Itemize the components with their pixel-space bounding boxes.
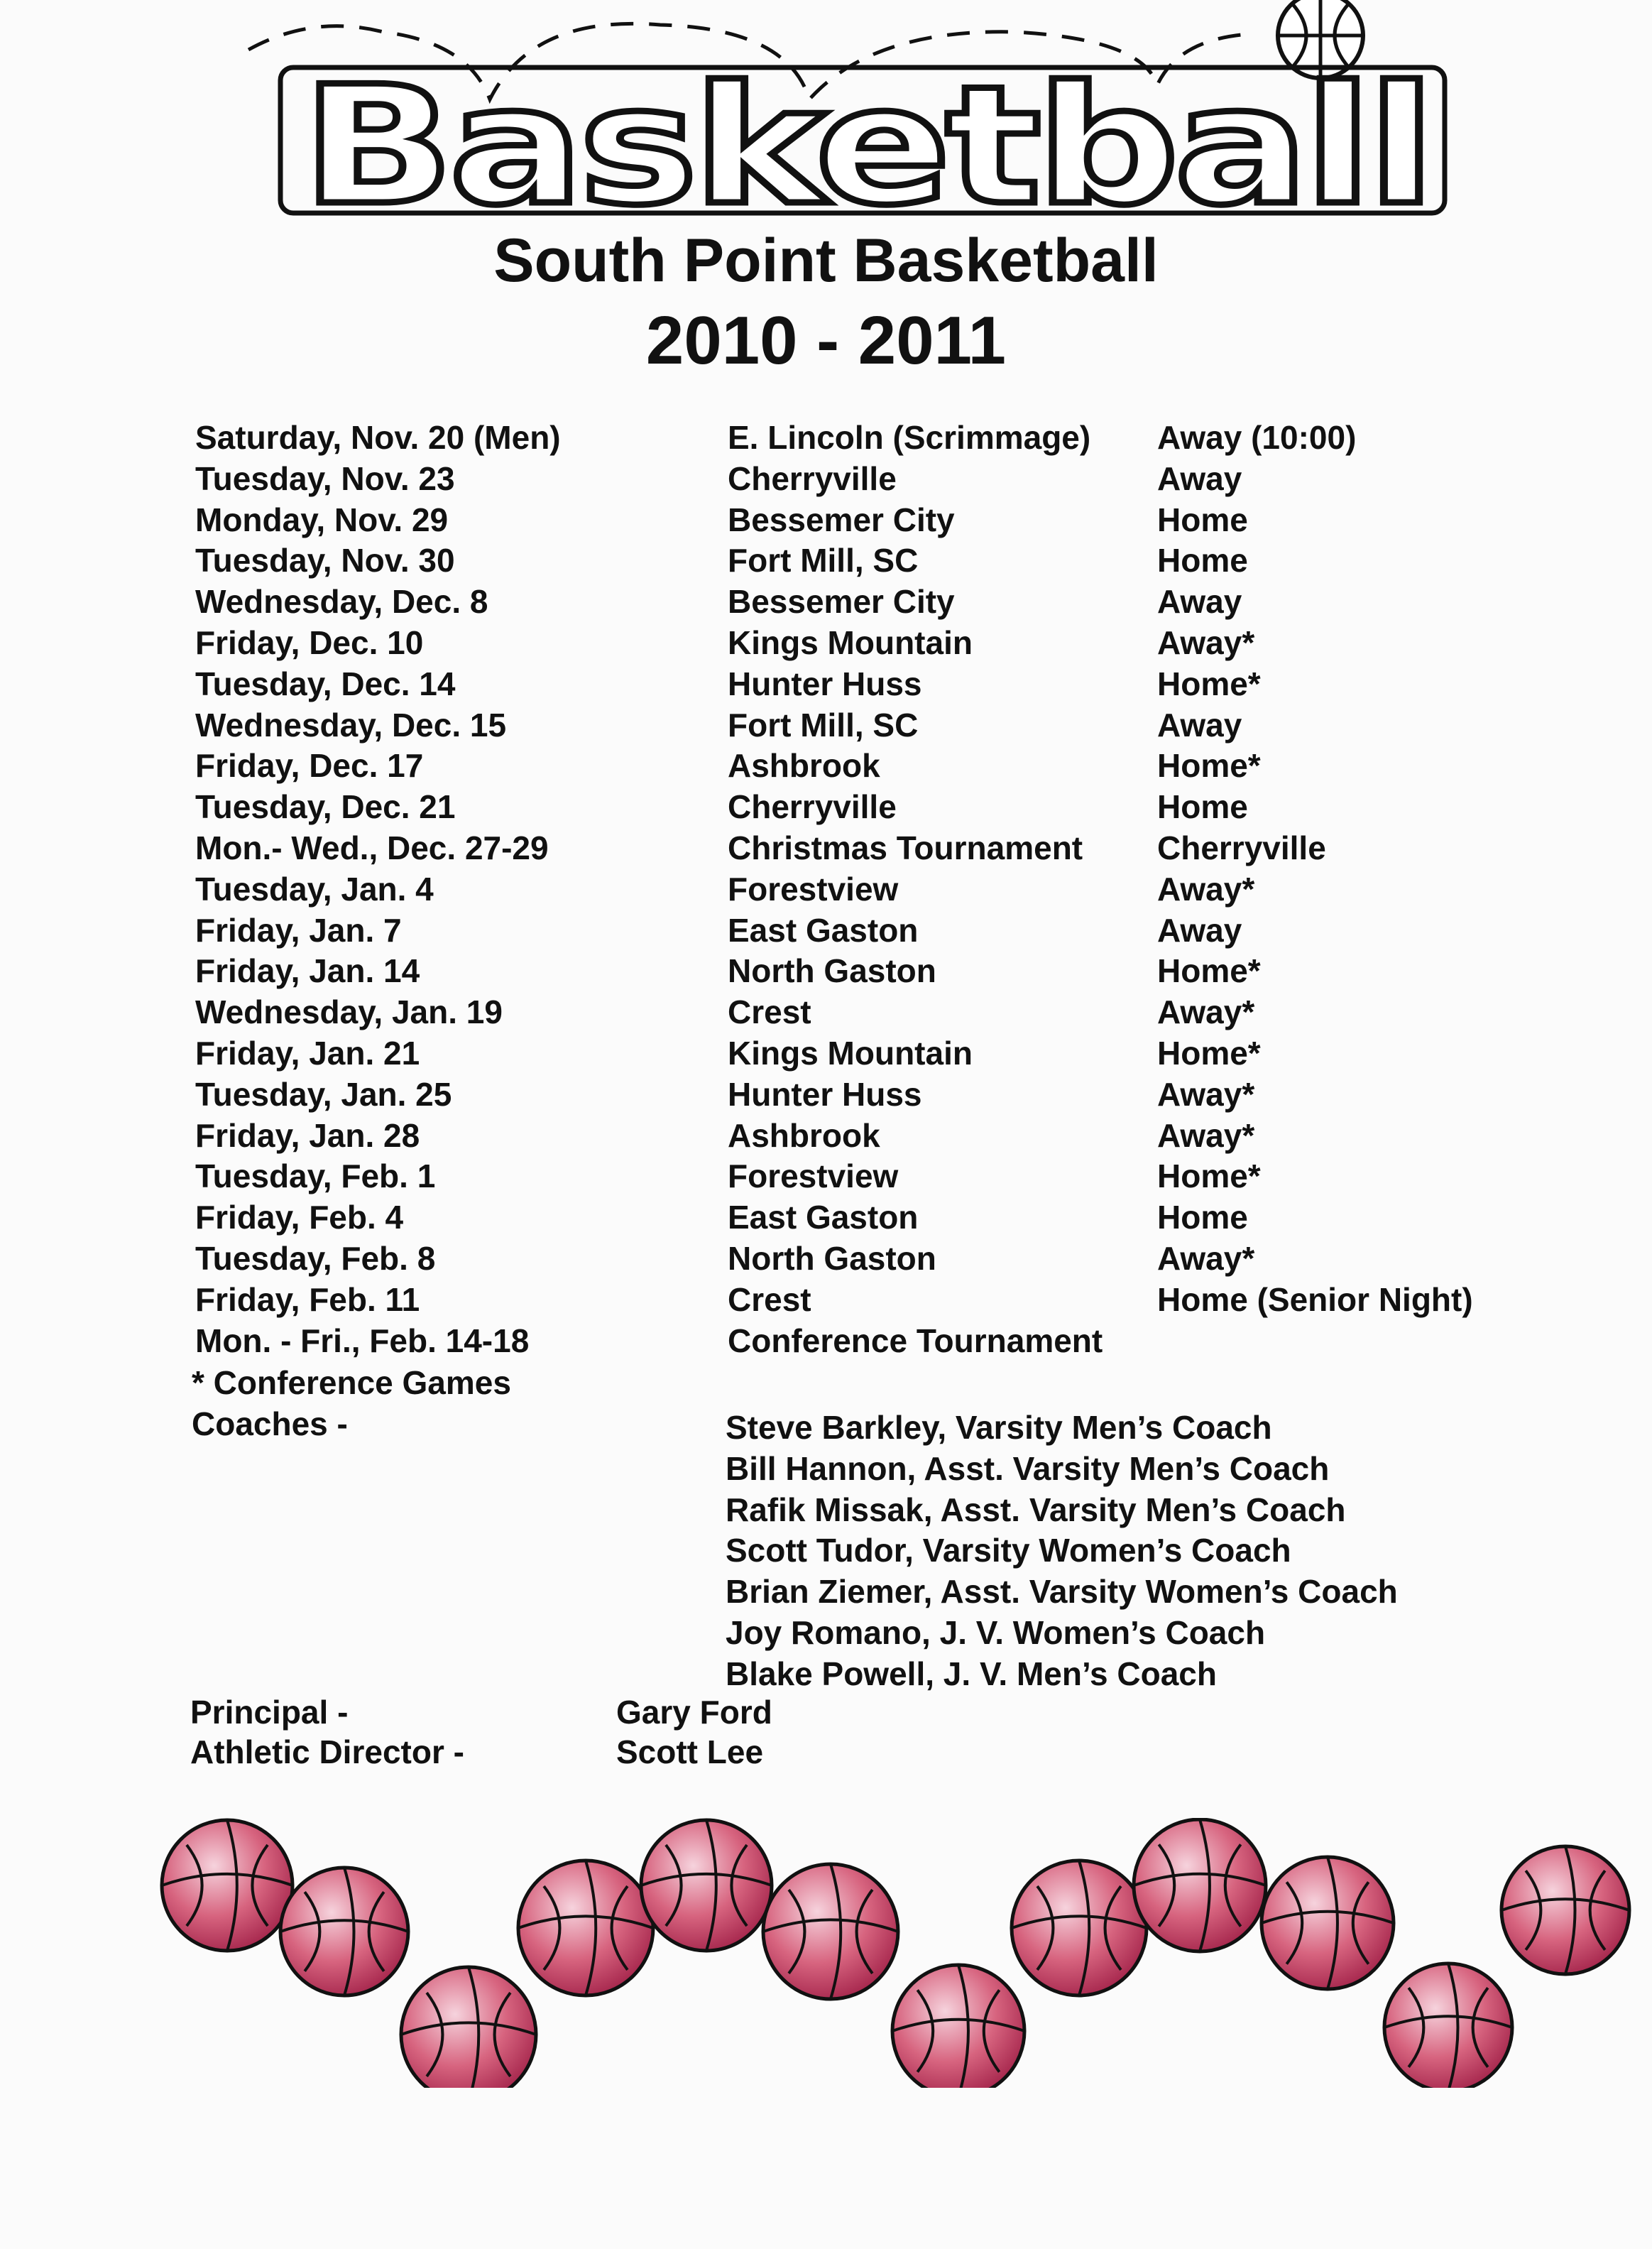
basketball-border bbox=[0, 1818, 1652, 2088]
season-title: 2010 - 2011 bbox=[645, 303, 1007, 379]
game-date: Mon.- Wed., Dec. 27-29 bbox=[195, 829, 549, 866]
page-title: South Point Basketball bbox=[493, 227, 1159, 295]
game-date: Friday, Feb. 4 bbox=[195, 1199, 404, 1236]
game-date: Mon. - Fri., Feb. 14-18 bbox=[195, 1322, 530, 1359]
game-date: Friday, Dec. 10 bbox=[195, 623, 424, 661]
game-opponent: Crest bbox=[728, 993, 811, 1031]
schedule-row bbox=[195, 664, 1544, 705]
game-opponent: Conference Tournament bbox=[728, 1322, 1103, 1359]
game-date: Tuesday, Nov. 30 bbox=[195, 542, 455, 579]
game-date: Friday, Feb. 11 bbox=[195, 1280, 420, 1318]
game-opponent: Kings Mountain bbox=[728, 623, 973, 661]
schedule-row bbox=[195, 746, 1544, 787]
game-opponent: Cherryville bbox=[728, 788, 897, 826]
game-location: Away* bbox=[1157, 1075, 1255, 1113]
basketball-icon bbox=[892, 1965, 1024, 2088]
conference-footnote: * Conference Games bbox=[192, 1364, 511, 1401]
schedule-row bbox=[195, 459, 1544, 500]
game-location: Away bbox=[1157, 459, 1242, 497]
athletic-director-name: Scott Lee bbox=[616, 1733, 764, 1770]
game-location: Home* bbox=[1157, 1034, 1261, 1072]
game-date: Wednesday, Dec. 15 bbox=[195, 706, 507, 744]
game-opponent: North Gaston bbox=[728, 1239, 936, 1277]
game-opponent: Forestview bbox=[728, 1158, 899, 1195]
game-opponent: Bessemer City bbox=[728, 583, 955, 621]
schedule-row bbox=[195, 540, 1544, 582]
game-location: Cherryville bbox=[1157, 829, 1326, 866]
basketball-icon bbox=[1262, 1857, 1394, 1989]
schedule-row bbox=[195, 418, 1544, 459]
schedule-row bbox=[195, 1074, 1544, 1116]
game-date: Tuesday, Nov. 23 bbox=[195, 459, 455, 497]
game-opponent: Kings Mountain bbox=[728, 1034, 973, 1072]
schedule-row bbox=[195, 951, 1544, 992]
schedule-row bbox=[195, 1280, 1544, 1321]
logo-text: Basketball bbox=[302, 52, 1431, 234]
schedule-row bbox=[195, 500, 1544, 541]
schedule-row bbox=[195, 787, 1544, 828]
basketball-icon bbox=[763, 1864, 898, 1999]
schedule-row bbox=[195, 1238, 1544, 1280]
schedule-row bbox=[195, 992, 1544, 1033]
game-opponent: Christmas Tournament bbox=[728, 829, 1083, 866]
game-date: Friday, Jan. 21 bbox=[195, 1034, 420, 1072]
game-opponent: Hunter Huss bbox=[728, 1075, 922, 1113]
game-opponent: East Gaston bbox=[728, 1199, 919, 1236]
game-opponent: Ashbrook bbox=[728, 1116, 880, 1154]
game-date: Tuesday, Jan. 25 bbox=[195, 1075, 452, 1113]
coaches-list bbox=[726, 1407, 1398, 1695]
basketball-logo bbox=[234, 0, 1498, 234]
game-location: Away* bbox=[1157, 870, 1255, 908]
basketball-icon bbox=[280, 1868, 408, 1995]
game-opponent: East Gaston bbox=[728, 911, 919, 949]
coach-entry: Rafik Missak, Asst. Varsity Men’s Coach bbox=[726, 1491, 1346, 1528]
schedule-row bbox=[195, 869, 1544, 910]
coach-entry: Bill Hannon, Asst. Varsity Men’s Coach bbox=[726, 1449, 1330, 1487]
game-date: Saturday, Nov. 20 (Men) bbox=[195, 419, 561, 456]
athletic-director-label: Athletic Director - bbox=[190, 1733, 464, 1770]
game-location: Away* bbox=[1157, 1239, 1255, 1277]
basketball-icon bbox=[401, 1967, 536, 2088]
game-date: Friday, Jan. 7 bbox=[195, 911, 402, 949]
game-opponent: Cherryville bbox=[728, 459, 897, 497]
schedule-row bbox=[195, 1156, 1544, 1197]
game-date: Wednesday, Dec. 8 bbox=[195, 583, 488, 621]
game-location: Home* bbox=[1157, 952, 1261, 990]
schedule-row bbox=[195, 910, 1544, 952]
game-location: Home bbox=[1157, 1199, 1248, 1236]
game-location: Away bbox=[1157, 706, 1242, 744]
game-location: Home bbox=[1157, 788, 1248, 826]
game-date: Friday, Jan. 14 bbox=[195, 952, 420, 990]
basketball-icon bbox=[1384, 1964, 1512, 2088]
basketball-icon bbox=[162, 1820, 292, 1951]
schedule-row bbox=[195, 828, 1544, 869]
game-date: Monday, Nov. 29 bbox=[195, 501, 449, 538]
coach-entry: Steve Barkley, Varsity Men’s Coach bbox=[726, 1409, 1272, 1446]
game-location: Home* bbox=[1157, 1158, 1261, 1195]
basketball-icon bbox=[641, 1820, 772, 1951]
game-location: Away* bbox=[1157, 1116, 1255, 1154]
coach-entry: Joy Romano, J. V. Women’s Coach bbox=[726, 1613, 1266, 1651]
game-opponent: Ashbrook bbox=[728, 747, 880, 785]
basketball-icon bbox=[1012, 1861, 1147, 1995]
game-opponent: Hunter Huss bbox=[728, 665, 922, 702]
schedule-row bbox=[195, 1321, 1544, 1362]
game-opponent: North Gaston bbox=[728, 952, 936, 990]
game-location: Home* bbox=[1157, 665, 1261, 702]
game-opponent: Fort Mill, SC bbox=[728, 542, 919, 579]
game-location: Away bbox=[1157, 911, 1242, 949]
basketball-icon bbox=[518, 1861, 653, 1995]
game-date: Tuesday, Feb. 1 bbox=[195, 1158, 436, 1195]
coach-entry: Scott Tudor, Varsity Women’s Coach bbox=[726, 1532, 1291, 1569]
basketball-icon bbox=[1134, 1819, 1266, 1951]
schedule-row bbox=[195, 1033, 1544, 1074]
game-location: Home* bbox=[1157, 747, 1261, 785]
schedule-table bbox=[195, 418, 1544, 1361]
coach-entry: Blake Powell, J. V. Men’s Coach bbox=[726, 1655, 1217, 1692]
game-opponent: Crest bbox=[728, 1280, 811, 1318]
game-opponent: Bessemer City bbox=[728, 501, 955, 538]
game-date: Tuesday, Dec. 21 bbox=[195, 788, 456, 826]
game-date: Tuesday, Dec. 14 bbox=[195, 665, 456, 702]
principal-name: Gary Ford bbox=[616, 1694, 772, 1731]
game-opponent: Fort Mill, SC bbox=[728, 706, 919, 744]
game-location: Away bbox=[1157, 583, 1242, 621]
schedule-row bbox=[195, 1116, 1544, 1157]
game-date: Wednesday, Jan. 19 bbox=[195, 993, 503, 1031]
game-date: Friday, Jan. 28 bbox=[195, 1116, 420, 1154]
game-location: Away* bbox=[1157, 623, 1255, 661]
game-opponent: Forestview bbox=[728, 870, 899, 908]
schedule-row bbox=[195, 1197, 1544, 1238]
game-location: Away* bbox=[1157, 993, 1255, 1031]
schedule-row bbox=[195, 623, 1544, 664]
game-location: Home (Senior Night) bbox=[1157, 1280, 1473, 1318]
game-date: Friday, Dec. 17 bbox=[195, 747, 424, 785]
game-date: Tuesday, Feb. 8 bbox=[195, 1239, 436, 1277]
game-opponent: E. Lincoln (Scrimmage) bbox=[728, 419, 1091, 456]
principal-label: Principal - bbox=[190, 1694, 349, 1731]
basketball-icon bbox=[1501, 1846, 1629, 1974]
game-location: Away (10:00) bbox=[1157, 419, 1357, 456]
game-location: Home bbox=[1157, 542, 1248, 579]
game-location: Home bbox=[1157, 501, 1248, 538]
game-date: Tuesday, Jan. 4 bbox=[195, 870, 434, 908]
schedule-row bbox=[195, 705, 1544, 746]
coaches-label: Coaches - bbox=[192, 1405, 348, 1442]
schedule-row bbox=[195, 582, 1544, 623]
coach-entry: Brian Ziemer, Asst. Varsity Women’s Coach bbox=[726, 1573, 1398, 1611]
